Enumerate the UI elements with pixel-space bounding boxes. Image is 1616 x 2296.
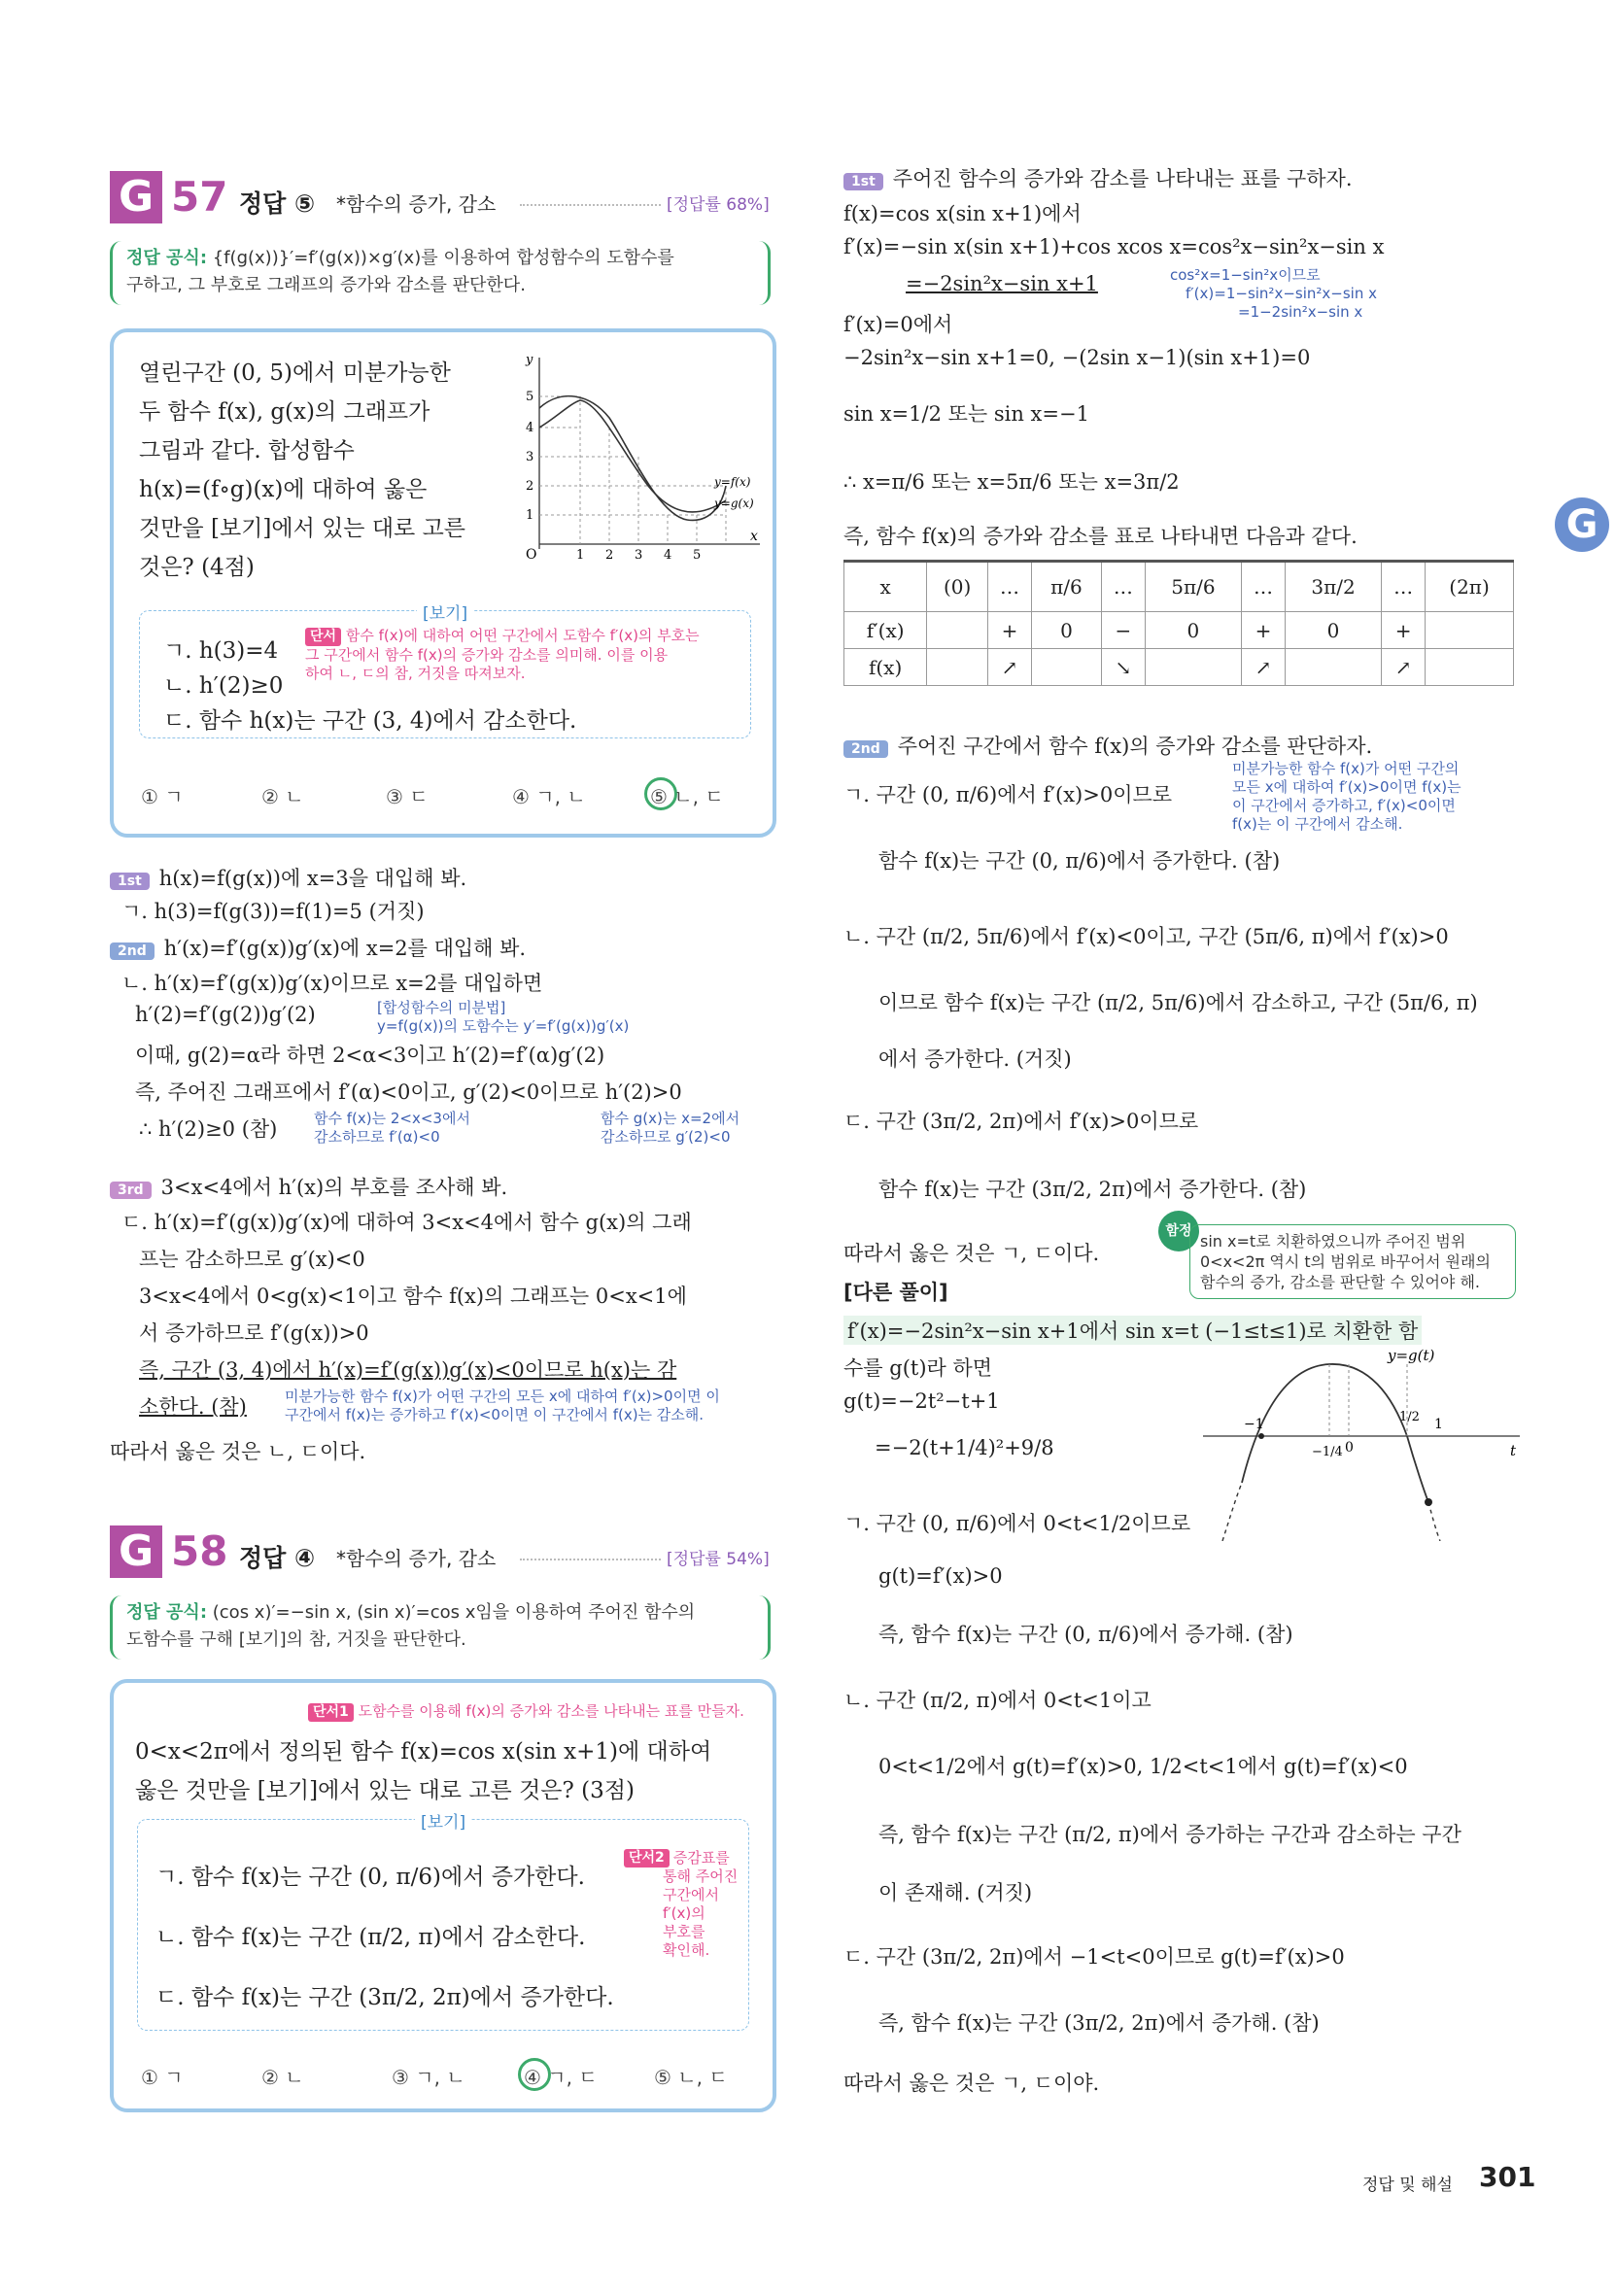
statement-line: 것만을 [보기]에서 있는 대로 고른: [139, 516, 466, 541]
table-cell: ↗: [1382, 649, 1426, 686]
hint-line: f′(x)의: [663, 1904, 705, 1922]
table-cell: −: [1101, 612, 1145, 649]
hint-line: 부호를: [663, 1923, 705, 1940]
table-cell: [1426, 612, 1514, 649]
note-line: 함수 g(x)는 x=2에서: [601, 1110, 740, 1127]
table-cell: +: [1382, 612, 1426, 649]
problem-58-badge: G: [110, 1525, 162, 1578]
end-point: [1425, 1498, 1432, 1506]
statement-line: h(x)=(f∘g)(x)에 대하여 옳은: [139, 477, 428, 502]
step-text: 주어진 구간에서 함수 f(x)의 증가와 감소를 판단하자.: [897, 735, 1373, 758]
table-header-cell: …: [1242, 562, 1286, 612]
gt-label: y=g(t): [1388, 1347, 1435, 1364]
table-cell: [1426, 649, 1514, 686]
problem-57-box: [110, 328, 776, 838]
table-cell: 0: [1285, 612, 1381, 649]
sol-line: 이때, g(2)=α라 하면 2<α<3이고 h′(2)=f′(α)g′(2): [135, 1044, 605, 1067]
problem-57-badge: G: [110, 171, 162, 223]
note-line: cos²x=1−sin²x이므로: [1170, 266, 1321, 284]
parabola-solid: [1242, 1364, 1407, 1483]
step-tag: 1st: [110, 873, 150, 890]
t-label: t: [1510, 1442, 1517, 1459]
alt-title: [다른 풀이]: [843, 1281, 948, 1304]
problem-57-hint: [305, 627, 742, 683]
chapter-tab-g: G: [1555, 497, 1609, 552]
problem-58-answer: 정답 ④: [239, 1544, 316, 1572]
table-cell: f(x): [844, 649, 927, 686]
tip-line: 0<x<2π 역시 t의 범위로 바꾸어서 원래의: [1200, 1252, 1491, 1271]
choice-5[interactable]: ⑤ ㄴ, ㄷ: [654, 2066, 728, 2089]
sign-table: [843, 560, 1514, 686]
note-line: f′(x)=1−sin²x−sin²x−sin x: [1186, 285, 1377, 302]
step-text: 3<x<4에서 h′(x)의 부호를 조사해 봐.: [160, 1176, 508, 1199]
statement-line: 열린구간 (0, 5)에서 미분가능한: [139, 360, 451, 386]
origin-label: O: [526, 547, 537, 563]
y-tick: 4: [526, 421, 534, 435]
alt-line: ㄷ. 구간 (3π/2, 2π)에서 −1<t<0이므로 g(t)=f′(x)>0: [843, 1945, 1345, 1969]
f-label: y=f(x): [714, 475, 751, 489]
problem-58-box: [110, 1679, 776, 2112]
formula-line2: 도함수를 구해 [보기]의 참, 거짓을 판단한다.: [126, 1629, 466, 1650]
alt-line: =−2(t+1/4)²+9/8: [875, 1436, 1054, 1459]
page-number: 301: [1479, 2161, 1536, 2193]
table-header-cell: …: [1101, 562, 1145, 612]
note-line: 감소하므로 g′(2)<0: [601, 1128, 731, 1146]
sol-line: 따라서 옳은 것은 ㄴ, ㄷ이다.: [110, 1440, 366, 1463]
sol-line: f′(x)=0에서: [843, 313, 953, 336]
sol-line: ㄷ. 구간 (3π/2, 2π)에서 f′(x)>0이므로: [843, 1110, 1199, 1133]
hint-line: 하여 ㄴ, ㄷ의 참, 거짓을 따져보자.: [305, 665, 526, 682]
g-t-graph: [1203, 1347, 1524, 1541]
dotted-leader: [520, 1559, 661, 1560]
formula-line1: (cos x)′=−sin x, (sin x)′=cos x임을 이용하여 주어진 함수의: [212, 1602, 696, 1623]
alt-line: f′(x)=−2sin²x−sin x+1에서 sin x=t (−1≤t≤1)로 치환한 함: [843, 1316, 1422, 1345]
problem-58-bogi: [137, 1813, 749, 2031]
sol-line: =−2sin²x−sin x+1: [906, 272, 1098, 295]
hint-line: 확인해.: [663, 1941, 710, 1959]
alt-line: 수를 g(t)라 하면: [843, 1356, 993, 1380]
note-line: 이 구간에서 증가하고, f′(x)<0이면: [1232, 797, 1456, 814]
sol-line: 함수 f(x)는 구간 (0, π/6)에서 증가한다. (참): [878, 849, 1281, 873]
note-line: 미분가능한 함수 f(x)가 어떤 구간의: [1232, 760, 1460, 777]
note: [285, 1388, 720, 1424]
table-cell: 0: [1145, 612, 1241, 649]
hint-line: 그 구간에서 함수 f(x)의 증가와 감소를 의미해. 이를 이용: [305, 646, 669, 664]
note-line: y=f(g(x))의 도함수는 y′=f′(g(x))g′(x): [377, 1017, 630, 1035]
alt-line: 즉, 함수 f(x)는 구간 (π/2, π)에서 증가하는 구간과 감소하는 구간: [878, 1823, 1461, 1846]
alt-line: ㄴ. 구간 (π/2, π)에서 0<t<1이고: [843, 1689, 1152, 1712]
sol-line: ㄱ. 구간 (0, π/6)에서 f′(x)>0이므로: [843, 783, 1173, 806]
sol-line: f′(x)=−sin x(sin x+1)+cos xcos x=cos²x−sin²x−sin x: [843, 235, 1385, 258]
choice-1[interactable]: ① ㄱ: [141, 2066, 184, 2089]
step-text: 주어진 함수의 증가와 감소를 나타내는 표를 구하자.: [892, 167, 1353, 190]
step-tag: 2nd: [110, 942, 155, 960]
sol-line: 3<x<4에서 0<g(x)<1이고 함수 f(x)의 그래프는 0<x<1에: [139, 1285, 687, 1308]
statement-line: 0<x<2π에서 정의된 함수 f(x)=cos x(sin x+1)에 대하여: [135, 1739, 712, 1765]
hint-text: 도함수를 이용해 f(x)의 증가와 감소를 나타내는 표를 만들자.: [358, 1702, 744, 1720]
g-label: y=g(x): [714, 497, 754, 510]
problem-58-topic: *함수의 증가, 감소: [336, 1547, 497, 1570]
step-tag: 1st: [843, 173, 883, 190]
table-header-cell: …: [1382, 562, 1426, 612]
tick-quarter: −1/4: [1312, 1445, 1343, 1459]
alt-line: g(t)=f′(x)>0: [878, 1564, 1003, 1588]
statement-line: 옳은 것만을 [보기]에서 있는 대로 고른 것은? (3점): [135, 1778, 635, 1803]
x-tick: 5: [693, 548, 702, 563]
bogi-item-3: ㄷ. 함수 f(x)는 구간 (3π/2, 2π)에서 증가한다.: [155, 1985, 614, 2010]
x-tick: 2: [605, 548, 614, 563]
sol-line: 에서 증가한다. (거짓): [878, 1047, 1072, 1071]
step-tag: 3rd: [110, 1182, 152, 1199]
table-cell: +: [988, 612, 1032, 649]
problem-57-answer: 정답 ⑤: [239, 189, 316, 218]
dotted-leader: [520, 204, 661, 206]
choice-2[interactable]: ② ㄴ: [261, 2066, 304, 2089]
bogi-item-1: ㄱ. h(3)=4: [163, 638, 279, 664]
alt-line: 즉, 함수 f(x)는 구간 (0, π/6)에서 증가해. (참): [878, 1623, 1293, 1646]
note-line: 미분가능한 함수 f(x)가 어떤 구간의 모든 x에 대하여 f′(x)>0이면 이: [285, 1388, 720, 1405]
table-header-cell: (2π): [1426, 562, 1514, 612]
bogi-title: [보기]: [417, 600, 473, 624]
tick-one: 1: [1434, 1417, 1443, 1432]
sol-line: ㄴ. h′(x)=f′(g(x))g′(x)이므로 x=2를 대입하면: [121, 972, 543, 995]
statement-line: 그림과 같다. 합성함수: [139, 438, 355, 463]
formula-line1: {f(g(x))}′=f′(g(x))×g′(x)를 이용하여 합성함수의 도함수를: [212, 248, 674, 268]
alt-line: 즉, 함수 f(x)는 구간 (3π/2, 2π)에서 증가해. (참): [878, 2011, 1320, 2035]
tip-line: sin x=t로 치환하였으니까 주어진 범위: [1200, 1232, 1466, 1251]
note-line: 구간에서 f(x)는 증가하고 f′(x)<0이면 이 구간에서 f(x)는 감소해.: [285, 1406, 705, 1423]
table-header-cell: π/6: [1031, 562, 1101, 612]
note: [1232, 760, 1461, 834]
bogi-item-2: ㄴ. h′(2)≥0: [163, 673, 284, 699]
sol-line: 이므로 함수 f(x)는 구간 (π/2, 5π/6)에서 감소하고, 구간 (5π/6, π): [878, 991, 1478, 1014]
problem-57-statement: [139, 354, 469, 587]
statement-line: 것은? (4점): [139, 555, 255, 580]
sol-line: 함수 f(x)는 구간 (3π/2, 2π)에서 증가한다. (참): [878, 1178, 1307, 1201]
note-line: [합성함수의 미분법]: [377, 999, 506, 1016]
bogi-item-3: ㄷ. 함수 h(x)는 구간 (3, 4)에서 감소한다.: [163, 708, 577, 734]
problem-58-rate: [정답률 54%]: [667, 1550, 770, 1569]
choice-1[interactable]: ① ㄱ: [141, 785, 184, 808]
table-cell: [1031, 649, 1101, 686]
y-tick: 5: [526, 390, 534, 404]
choice-2[interactable]: ② ㄴ: [261, 785, 304, 808]
sol-line: ㄷ. h′(x)=f′(g(x))g′(x)에 대하여 3<x<4에서 함수 g(x)의 그래: [121, 1211, 692, 1234]
formula-label: 정답 공식:: [126, 1602, 208, 1623]
alt-line: 이 존재해. (거짓): [878, 1881, 1033, 1904]
table-header-cell: 3π/2: [1285, 562, 1381, 612]
problem-57-rate: [정답률 68%]: [667, 195, 770, 215]
step-text: h(x)=f(g(x))에 x=3을 대입해 봐.: [158, 867, 467, 890]
step-text: h′(x)=f′(g(x))g′(x)에 x=2를 대입해 봐.: [163, 937, 527, 960]
choice-5[interactable]: ⑤ ㄴ, ㄷ: [650, 785, 724, 808]
table-cell: [927, 649, 988, 686]
table-cell: +: [1242, 612, 1286, 649]
footer-label: 정답 및 해설: [1362, 2176, 1453, 2195]
hint-tag: 단서1: [308, 1703, 354, 1722]
sol-line: ㄴ. 구간 (π/2, 5π/6)에서 f′(x)<0이고, 구간 (5π/6, π)에서 f′(x)>0: [843, 925, 1449, 948]
table-cell: ↗: [1242, 649, 1286, 686]
y-label: y: [526, 353, 533, 367]
choice-4[interactable]: ④ ㄱ, ㄴ: [512, 785, 586, 808]
problem-57-number: 57: [171, 173, 228, 221]
sol-line: h′(2)=f′(g(2))g′(2): [135, 1003, 316, 1026]
tip-line: 함수의 증가, 감소를 판단할 수 있어야 해.: [1200, 1273, 1480, 1291]
tick-half: 1/2: [1399, 1410, 1420, 1424]
note-line: 감소하므로 f′(α)<0: [314, 1128, 440, 1146]
problem-57-formula: [110, 241, 771, 305]
alt-line: 0<t<1/2에서 g(t)=f′(x)>0, 1/2<t<1에서 g(t)=f′(x)<0: [878, 1755, 1408, 1778]
problem-58-hint1: [308, 1702, 744, 1722]
x-tick: 1: [576, 548, 585, 563]
sol-line: 즉, 함수 f(x)의 증가와 감소를 표로 나타내면 다음과 같다.: [843, 525, 1358, 548]
table-cell: [927, 612, 988, 649]
root-point: [1258, 1433, 1264, 1439]
table-header-cell: 5π/6: [1145, 562, 1241, 612]
table-header-cell: x: [844, 562, 927, 612]
table-cell: ↘: [1101, 649, 1145, 686]
sol-line: −2sin²x−sin x+1=0, −(2sin x−1)(sin x+1)=0: [843, 346, 1311, 369]
sol-line: f(x)=cos x(sin x+1)에서: [843, 202, 1082, 225]
tick-minus-one: −1: [1244, 1417, 1264, 1432]
parabola-right-dash: [1428, 1502, 1440, 1541]
table-cell: ↗: [988, 649, 1032, 686]
alt-line: ㄱ. 구간 (0, π/6)에서 0<t<1/2이므로: [843, 1512, 1191, 1535]
sol-line: 서 증가하므로 f′(g(x))>0: [139, 1321, 369, 1345]
sol-line: 따라서 옳은 것은 ㄱ, ㄷ이다.: [843, 1242, 1100, 1265]
hint-line: 구간에서: [663, 1886, 719, 1903]
problem-58-hint2: [624, 1849, 740, 1960]
trap-badge: 함정: [1158, 1211, 1199, 1251]
statement-line: 두 함수 f(x), g(x)의 그래프가: [139, 399, 430, 425]
sol-line: ∴ h′(2)≥0 (참): [139, 1117, 278, 1141]
g-curve: [539, 400, 726, 512]
x-tick: 3: [635, 548, 643, 563]
table-cell: f′(x): [844, 612, 927, 649]
y-tick: 1: [526, 508, 534, 523]
sol-line: 프는 감소하므로 g′(x)<0: [139, 1248, 365, 1271]
hint-line: 통해 주어진: [663, 1868, 739, 1885]
note-line: =1−2sin²x−sin x: [1238, 303, 1363, 321]
alt-line: 따라서 옳은 것은 ㄱ, ㄷ이야.: [843, 2072, 1100, 2095]
sol-line: ∴ x=π/6 또는 x=5π/6 또는 x=3π/2: [843, 470, 1180, 494]
hint-tag: 단서: [305, 628, 341, 646]
sol-line: 즉, 구간 (3, 4)에서 h′(x)=f′(g(x))g′(x)<0이므로 h(x)는 감: [139, 1358, 677, 1382]
bogi-item-1: ㄱ. 함수 f(x)는 구간 (0, π/6)에서 증가한다.: [155, 1865, 585, 1890]
choice-3[interactable]: ③ ㄷ: [386, 785, 429, 808]
bogi-item-2: ㄴ. 함수 f(x)는 구간 (π/2, π)에서 감소한다.: [155, 1925, 586, 1950]
note: [1170, 266, 1377, 322]
table-cell: [1285, 649, 1381, 686]
sol-line: 소한다. (참): [139, 1395, 247, 1419]
sol-line: sin x=1/2 또는 sin x=−1: [843, 402, 1089, 426]
problem-57-topic: *함수의 증가, 감소: [336, 192, 497, 216]
note: [377, 999, 629, 1036]
problem-57-graph: [502, 350, 765, 564]
tick-zero: 0: [1345, 1440, 1354, 1456]
table-cell: [1145, 649, 1241, 686]
y-tick: 2: [526, 479, 534, 494]
x-label: x: [750, 529, 758, 544]
problem-58-number: 58: [171, 1527, 228, 1575]
parabola-left-dash: [1222, 1483, 1242, 1541]
note-line: 함수 f(x)는 2<x<3에서: [314, 1110, 470, 1127]
step-tag: 2nd: [843, 740, 888, 758]
choice-3[interactable]: ③ ㄱ, ㄴ: [392, 2066, 465, 2089]
note-line: 모든 x에 대하여 f′(x)>0이면 f(x)는: [1232, 778, 1461, 796]
y-tick: 3: [526, 450, 534, 464]
alt-line: g(t)=−2t²−t+1: [843, 1389, 1000, 1413]
parabola-right: [1407, 1436, 1428, 1502]
hint-line: 함수 f(x)에 대하여 어떤 구간에서 도함수 f′(x)의 부호는: [345, 627, 700, 644]
choice-4[interactable]: ④ ㄱ, ㄷ: [524, 2066, 598, 2089]
x-tick: 4: [664, 548, 672, 563]
bogi-title: [보기]: [415, 1808, 471, 1833]
formula-line2: 구하고, 그 부호로 그래프의 증가와 감소를 판단한다.: [126, 275, 526, 295]
table-header-cell: (0): [927, 562, 988, 612]
grid-lines: [539, 396, 726, 544]
formula-label: 정답 공식:: [126, 248, 208, 268]
note: [314, 1110, 470, 1147]
note: [601, 1110, 739, 1147]
problem-58-formula: [110, 1595, 771, 1660]
f-curve: [539, 396, 726, 521]
hint-tag: 단서2: [624, 1849, 670, 1868]
hint-line: 증감표를: [672, 1849, 730, 1867]
note-line: f(x)는 이 구간에서 감소해.: [1232, 815, 1403, 833]
trap-tip: [1189, 1224, 1516, 1299]
sol-line: ㄱ. h(3)=f(g(3))=f(1)=5 (거짓): [121, 900, 425, 923]
table-header-cell: …: [988, 562, 1032, 612]
table-cell: 0: [1031, 612, 1101, 649]
sol-line: 즉, 주어진 그래프에서 f′(α)<0이고, g′(2)<0이므로 h′(2)>0: [135, 1080, 682, 1104]
problem-57-bogi: [139, 604, 751, 738]
